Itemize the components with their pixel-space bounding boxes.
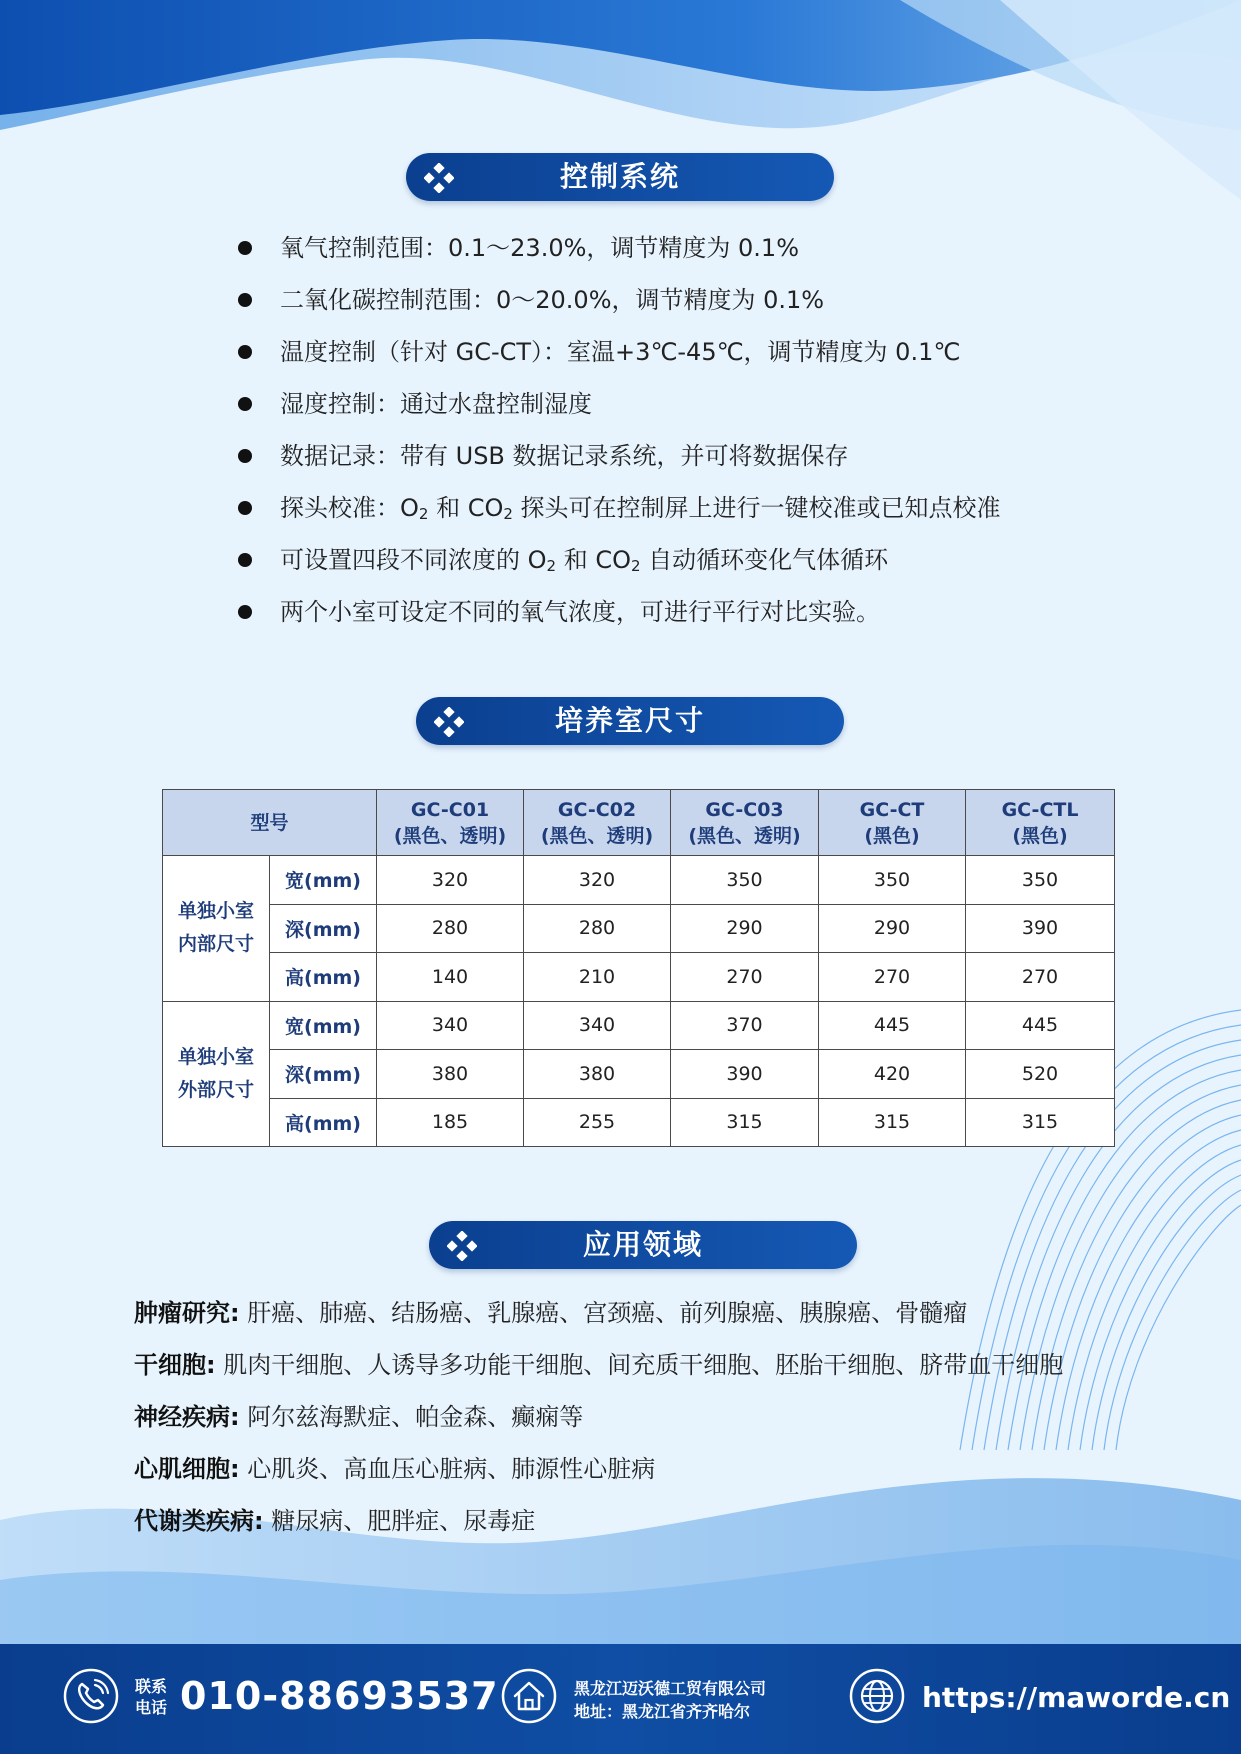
home-icon (500, 1667, 558, 1725)
dimension-label: 高(mm) (270, 953, 377, 1002)
bullet-icon (238, 449, 252, 463)
model-column-header: GC-C01 (黑色、透明) (377, 790, 524, 856)
table-cell: 185 (377, 1098, 524, 1147)
dimension-label: 宽(mm) (270, 1001, 377, 1050)
table-cell: 320 (377, 856, 524, 905)
group-label: 单独小室 外部尺寸 (163, 1001, 270, 1147)
list-item: 二氧化碳控制范围：0～20.0%，调节精度为 0.1% (240, 274, 1140, 326)
table-cell: 270 (671, 953, 819, 1002)
table-cell: 320 (524, 856, 671, 905)
table-cell: 140 (377, 953, 524, 1002)
chamber-size-table (162, 789, 1115, 1147)
table-cell: 340 (377, 1001, 524, 1050)
table-cell: 420 (819, 1050, 966, 1099)
bullet-icon (238, 605, 252, 619)
model-column-header: GC-C02 (黑色、透明) (524, 790, 671, 856)
list-item: 干细胞: 肌肉干细胞、人诱导多功能干细胞、间充质干细胞、胚胎干细胞、脐带血干细胞 (134, 1351, 1064, 1379)
bullet-icon (238, 345, 252, 359)
table-cell: 380 (524, 1050, 671, 1099)
table-cell: 350 (819, 856, 966, 905)
globe-icon (848, 1667, 906, 1725)
company-info: 黑龙江迈沃德工贸有限公司 地址：黑龙江省齐齐哈尔 (574, 1679, 767, 1721)
footer-bar (0, 1644, 1241, 1754)
section-title: 培养室尺寸 (554, 704, 705, 737)
section-header-application (429, 1221, 857, 1269)
table-cell: 520 (966, 1050, 1115, 1099)
bullet-icon (238, 553, 252, 567)
table-cell: 315 (966, 1098, 1115, 1147)
dimension-label: 高(mm) (270, 1098, 377, 1147)
model-header: 型号 (163, 790, 377, 856)
table-cell: 390 (671, 1050, 819, 1099)
model-column-header: GC-CT (黑色) (819, 790, 966, 856)
section-header-control (406, 153, 834, 201)
table-cell: 370 (671, 1001, 819, 1050)
table-cell: 315 (671, 1098, 819, 1147)
table-row (163, 1050, 1115, 1099)
list-item: 两个小室可设定不同的氧气浓度，可进行平行对比实验。 (240, 586, 1140, 638)
table-cell: 380 (377, 1050, 524, 1099)
table-row (163, 953, 1115, 1002)
group-label: 单独小室 内部尺寸 (163, 856, 270, 1002)
bullet-icon (238, 241, 252, 255)
table-cell: 315 (819, 1098, 966, 1147)
model-column-header: GC-CTL (黑色) (966, 790, 1115, 856)
application-list (134, 1287, 1134, 1547)
table-cell: 390 (966, 904, 1115, 953)
table-cell: 255 (524, 1098, 671, 1147)
model-column-header: GC-C03 (黑色、透明) (671, 790, 819, 856)
dimension-label: 宽(mm) (270, 856, 377, 905)
section-header-chamber (416, 697, 844, 745)
bullet-icon (238, 397, 252, 411)
control-bullet-list (240, 222, 1140, 638)
table-cell: 350 (966, 856, 1115, 905)
table-cell: 445 (966, 1001, 1115, 1050)
table-row (163, 1098, 1115, 1147)
list-item: 心肌细胞: 心肌炎、高血压心脏病、肺源性心脏病 (134, 1455, 656, 1483)
table-cell: 290 (671, 904, 819, 953)
list-item: 探头校准：$O_2$ 和 $CO_2$ 探头可在控制屏上进行一键校准或已知点校准 (240, 482, 1140, 534)
list-item: 肿瘤研究: 肝癌、肺癌、结肠癌、乳腺癌、宫颈癌、前列腺癌、胰腺癌、骨髓瘤 (134, 1299, 968, 1327)
bullet-icon (238, 293, 252, 307)
section-title: 应用领域 (582, 1228, 703, 1261)
list-item: 湿度控制：通过水盘控制湿度 (240, 378, 1140, 430)
table-cell: 270 (819, 953, 966, 1002)
list-item: 数据记录：带有 USB 数据记录系统，并可将数据保存 (240, 430, 1140, 482)
table-cell: 350 (671, 856, 819, 905)
table-cell: 210 (524, 953, 671, 1002)
section-title: 控制系统 (559, 160, 680, 193)
table-row (163, 904, 1115, 953)
contact-label: 联系 电话 (135, 1677, 168, 1717)
table-row (163, 856, 1115, 905)
bullet-icon (238, 501, 252, 515)
table-cell: 445 (819, 1001, 966, 1050)
table-cell: 280 (524, 904, 671, 953)
table-cell: 290 (819, 904, 966, 953)
dimension-label: 深(mm) (270, 1050, 377, 1099)
table-cell: 340 (524, 1001, 671, 1050)
table-cell: 280 (377, 904, 524, 953)
list-item: 可设置四段不同浓度的 $O_2$ 和 $CO_2$ 自动循环变化气体循环 (240, 534, 1140, 586)
website-link[interactable]: https://maworde.cn (922, 1681, 1231, 1714)
table-header-row (163, 790, 1115, 856)
phone-number[interactable]: 010-88693537 (180, 1674, 499, 1718)
list-item: 氧气控制范围：0.1～23.0%，调节精度为 0.1% (240, 222, 1140, 274)
dimension-label: 深(mm) (270, 904, 377, 953)
list-item: 神经疾病: 阿尔兹海默症、帕金森、癫痫等 (134, 1403, 584, 1431)
list-item: 代谢类疾病: 糖尿病、肥胖症、尿毒症 (134, 1507, 536, 1535)
list-item: 温度控制（针对 GC-CT）：室温+3℃-45℃，调节精度为 0.1℃ (240, 326, 1140, 378)
table-row (163, 1001, 1115, 1050)
phone-icon (62, 1667, 120, 1725)
table-cell: 270 (966, 953, 1115, 1002)
